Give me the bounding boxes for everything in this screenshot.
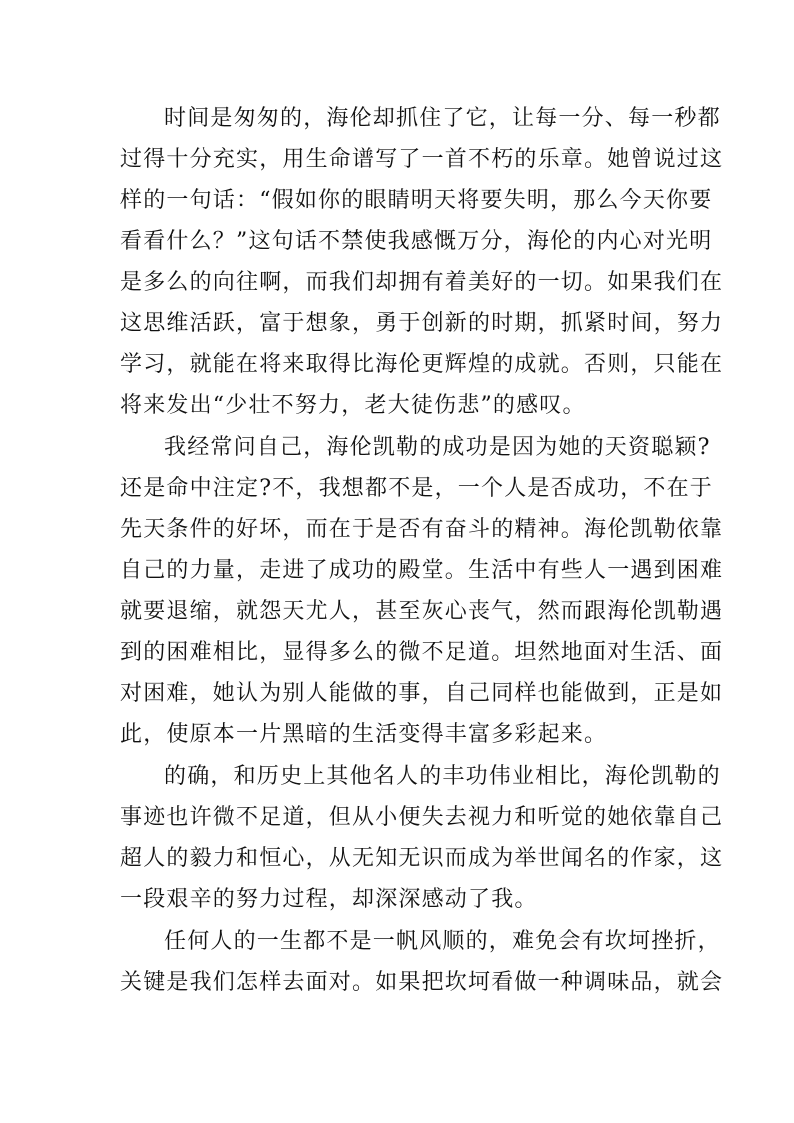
text-line-8: 将来发出“少壮不努力，老大徒伤悲”的感叹。 xyxy=(120,393,586,418)
text-line-10: 还是命中注定?不，我想都不是，一个人是否成功，不在于 xyxy=(120,476,713,501)
text-line-2: 过得十分充实，用生命谱写了一首不朽的乐章。她曾说过这 xyxy=(120,147,724,172)
text-line-16: 此，使原本一片黑暗的生活变得丰富多彩起来。 xyxy=(120,722,608,747)
text-line-3: 样的一句话：“假如你的眼睛明天将要失明，那么今天你要 xyxy=(120,188,713,213)
text-line-6: 这思维活跃，富于想象，勇于创新的时期，抓紧时间，努力 xyxy=(120,311,724,336)
text-line-11: 先天条件的好坏，而在于是否有奋斗的精神。海伦凯勒依靠 xyxy=(120,517,724,542)
text-line-18: 事迹也许微不足道，但从小便失去视力和听觉的她依靠自己 xyxy=(120,805,724,830)
text-line-9: 我经常问自己，海伦凯勒的成功是因为她的天资聪颖? xyxy=(164,435,711,460)
text-line-14: 到的困难相比，显得多么的微不足道。坦然地面对生活、面 xyxy=(120,640,724,665)
text-line-1: 时间是匆匆的，海伦却抓住了它，让每一分、每一秒都 xyxy=(164,106,721,131)
text-line-22: 关键是我们怎样去面对。如果把坎坷看做一种调味品，就会 xyxy=(120,970,724,995)
text-line-5: 是多么的向往啊，而我们却拥有着美好的一切。如果我们在 xyxy=(120,270,724,295)
text-line-7: 学习，就能在将来取得比海伦更辉煌的成就。否则，只能在 xyxy=(120,352,724,377)
text-line-15: 对困难，她认为别人能做的事，自己同样也能做到，正是如 xyxy=(120,681,724,706)
text-line-4: 看看什么？”这句话不禁使我感慨万分，海伦的内心对光明 xyxy=(120,229,713,254)
text-line-13: 就要退缩，就怨天尤人，甚至灰心丧气，然而跟海伦凯勒遇 xyxy=(120,599,724,624)
text-line-17: 的确，和历史上其他名人的丰功伟业相比，海伦凯勒的 xyxy=(164,764,721,789)
text-line-12: 自己的力量，走进了成功的殿堂。生活中有些人一遇到困难 xyxy=(120,558,724,583)
text-line-21: 任何人的一生都不是一帆风顺的，难免会有坎坷挫折， xyxy=(164,929,721,954)
text-line-20: 一段艰辛的努力过程，却深深感动了我。 xyxy=(120,887,538,912)
text-line-19: 超人的毅力和恒心，从无知无识而成为举世闻名的作家，这 xyxy=(120,846,724,871)
